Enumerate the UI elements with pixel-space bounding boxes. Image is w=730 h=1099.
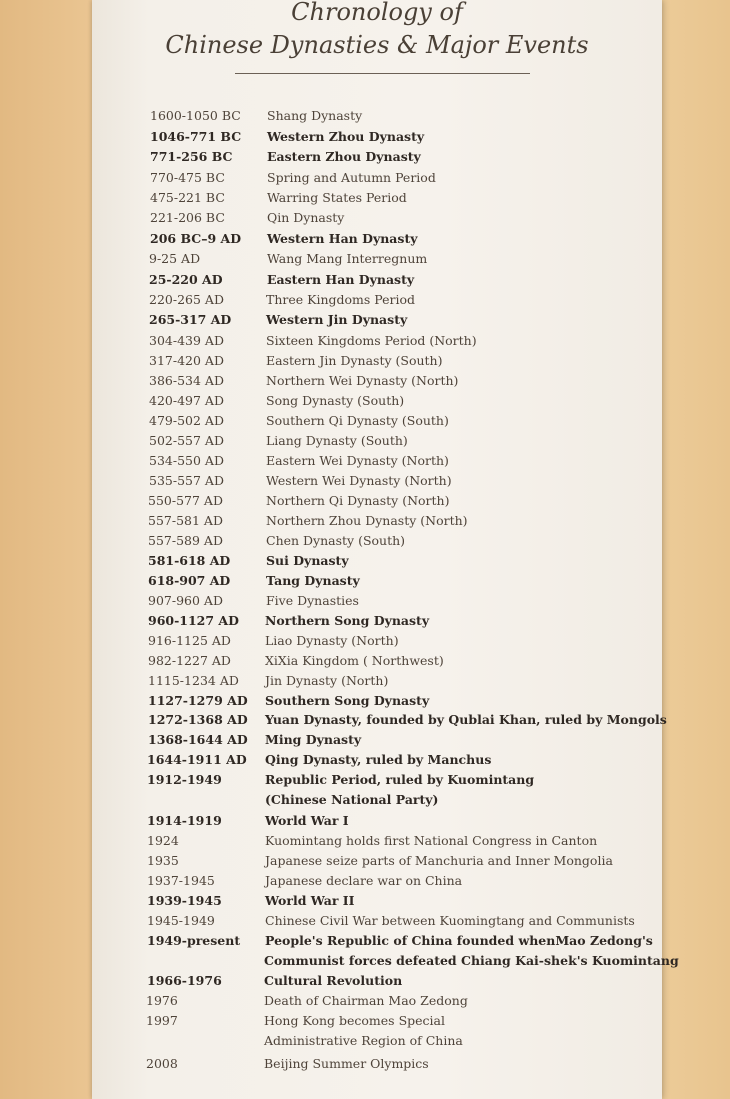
chronology-row <box>92 833 662 853</box>
chronology-row <box>92 973 662 993</box>
chronology-row <box>92 693 662 713</box>
chronology-date: 535-557 AD <box>149 473 224 488</box>
chronology-date: 960-1127 AD <box>148 613 239 628</box>
chronology-row <box>92 993 662 1013</box>
chronology-date: 386-534 AD <box>149 373 224 388</box>
chronology-poster <box>92 0 679 1099</box>
chronology-event: Qin Dynasty <box>267 210 345 225</box>
chronology-row <box>92 108 662 128</box>
chronology-event: Western Zhou Dynasty <box>267 129 425 144</box>
chronology-date: 1935 <box>147 853 179 868</box>
chronology-date: 1046-771 BC <box>150 129 242 144</box>
chronology-row <box>92 813 662 833</box>
chronology-row <box>92 292 662 312</box>
chronology-row <box>92 493 662 513</box>
chronology-row <box>92 893 662 913</box>
chronology-event: Japanese declare war on China <box>265 873 463 888</box>
chronology-date: 1272-1368 AD <box>148 712 248 727</box>
chronology-event: Administrative Region of China <box>264 1033 463 1048</box>
chronology-row <box>92 752 662 772</box>
chronology-event: Japanese seize parts of Manchuria and Inner Mongolia <box>265 853 613 868</box>
chronology-date: 550-577 AD <box>148 493 223 508</box>
chronology-row <box>92 633 662 653</box>
chronology-date: 9-25 AD <box>149 251 201 266</box>
chronology-date: 221-206 BC <box>150 210 225 225</box>
chronology-row <box>92 231 662 251</box>
chronology-date: 618-907 AD <box>148 573 231 588</box>
chronology-event: Ming Dynasty <box>265 732 362 747</box>
chronology-row <box>92 513 662 533</box>
chronology-date: 1924 <box>147 833 179 848</box>
chronology-row <box>92 1056 662 1076</box>
chronology-date: 1997 <box>146 1013 178 1028</box>
chronology-date: 1945-1949 <box>147 913 215 928</box>
chronology-row <box>92 933 662 953</box>
title-divider <box>235 73 530 74</box>
chronology-row <box>92 573 662 593</box>
chronology-row <box>92 251 662 271</box>
chronology-event: Southern Song Dynasty <box>265 693 430 708</box>
poster-title-line-1: Chronology of <box>291 0 463 26</box>
chronology-event: Cultural Revolution <box>264 973 403 988</box>
chronology-date: 502-557 AD <box>149 433 224 448</box>
chronology-row <box>92 473 662 493</box>
chronology-date: 1368-1644 AD <box>148 732 248 747</box>
chronology-event: Liao Dynasty (North) <box>265 633 399 648</box>
chronology-row <box>92 1033 662 1053</box>
chronology-event: Communist forces defeated Chiang Kai-shek's Kuomintang <box>264 953 679 968</box>
chronology-row <box>92 772 662 792</box>
chronology-row <box>92 413 662 433</box>
chronology-row <box>92 613 662 633</box>
chronology-row <box>92 853 662 873</box>
chronology-row <box>92 653 662 673</box>
chronology-event: Shang Dynasty <box>267 108 363 123</box>
chronology-event: Eastern Jin Dynasty (South) <box>266 353 443 368</box>
chronology-event: Beijing Summer Olympics <box>264 1056 429 1071</box>
chronology-row <box>92 190 662 210</box>
chronology-date: 1127-1279 AD <box>148 693 248 708</box>
chronology-event: Spring and Autumn Period <box>267 170 436 185</box>
chronology-event: Eastern Zhou Dynasty <box>267 149 421 164</box>
chronology-date: 1644-1911 AD <box>147 752 247 767</box>
chronology-event: Death of Chairman Mao Zedong <box>264 993 468 1008</box>
chronology-date: 265-317 AD <box>149 312 232 327</box>
chronology-date: 1939-1945 <box>147 893 222 908</box>
chronology-row <box>92 210 662 230</box>
chronology-event: Eastern Wei Dynasty (North) <box>266 453 449 468</box>
chronology-event: Northern Zhou Dynasty (North) <box>266 513 468 528</box>
chronology-event: Western Wei Dynasty (North) <box>266 473 452 488</box>
chronology-row <box>92 533 662 553</box>
chronology-event: Wang Mang Interregnum <box>267 251 428 266</box>
chronology-event: Northern Song Dynasty <box>265 613 430 628</box>
chronology-row <box>92 129 662 149</box>
chronology-event: Tang Dynasty <box>266 573 360 588</box>
chronology-date: 317-420 AD <box>149 353 224 368</box>
chronology-date: 982-1227 AD <box>148 653 231 668</box>
chronology-row <box>92 712 667 732</box>
chronology-row <box>92 732 662 752</box>
chronology-event: Sui Dynasty <box>266 553 349 568</box>
poster-title-line-2: Chinese Dynasties & Major Events <box>165 31 589 59</box>
chronology-date: 304-439 AD <box>149 333 224 348</box>
chronology-row <box>92 673 662 693</box>
wall-left <box>0 0 92 1099</box>
chronology-event: Five Dynasties <box>266 593 359 608</box>
chronology-event: Yuan Dynasty, founded by Qublai Khan, ruled by Mongols <box>265 712 667 727</box>
chronology-event: Eastern Han Dynasty <box>267 272 415 287</box>
chronology-date: 916-1125 AD <box>148 633 231 648</box>
chronology-row <box>92 393 662 413</box>
chronology-date: 771-256 BC <box>150 149 233 164</box>
chronology-row <box>92 1013 662 1033</box>
chronology-date: 581-618 AD <box>148 553 231 568</box>
chronology-row <box>92 453 662 473</box>
chronology-event: Warring States Period <box>267 190 407 205</box>
chronology-date: 1949-present <box>147 933 241 948</box>
chronology-row <box>92 593 662 613</box>
chronology-date: 534-550 AD <box>149 453 224 468</box>
chronology-event: Northern Qi Dynasty (North) <box>266 493 450 508</box>
chronology-row <box>92 792 662 812</box>
chronology-event: Western Han Dynasty <box>267 231 418 246</box>
chronology-event: Jin Dynasty (North) <box>265 673 389 688</box>
chronology-date: 1115-1234 AD <box>148 673 239 688</box>
chronology-date: 1914-1919 <box>147 813 222 828</box>
chronology-date: 479-502 AD <box>149 413 224 428</box>
chronology-event: Southern Qi Dynasty (South) <box>266 413 449 428</box>
chronology-event: (Chinese National Party) <box>265 792 439 807</box>
chronology-date: 907-960 AD <box>148 593 223 608</box>
chronology-date: 1600-1050 BC <box>150 108 241 123</box>
chronology-date: 420-497 AD <box>149 393 224 408</box>
chronology-event: Hong Kong becomes Special <box>264 1013 445 1028</box>
chronology-event: World War I <box>265 813 349 828</box>
chronology-event: World War II <box>265 893 355 908</box>
chronology-event: Western Jin Dynasty <box>266 312 408 327</box>
chronology-date: 2008 <box>146 1056 178 1071</box>
chronology-row <box>92 553 662 573</box>
chronology-event: Three Kingdoms Period <box>266 292 416 307</box>
chronology-date: 557-589 AD <box>148 533 223 548</box>
chronology-date: 1912-1949 <box>147 772 222 787</box>
chronology-row <box>92 333 662 353</box>
chronology-row <box>92 149 662 169</box>
chronology-date: 25-220 AD <box>149 272 223 287</box>
chronology-date: 206 BC–9 AD <box>150 231 242 246</box>
chronology-row <box>92 373 662 393</box>
chronology-event: Chinese Civil War between Kuomingtang and Communists <box>265 913 635 928</box>
chronology-row <box>92 913 662 933</box>
chronology-date: 770-475 BC <box>150 170 225 185</box>
chronology-event: Republic Period, ruled by Kuomintang <box>265 772 535 787</box>
chronology-date: 475-221 BC <box>150 190 225 205</box>
chronology-date: 1976 <box>146 993 178 1008</box>
wall-right <box>662 0 730 1099</box>
chronology-row <box>92 953 679 973</box>
chronology-event: Sixteen Kingdoms Period (North) <box>266 333 477 348</box>
chronology-event: XiXia Kingdom ( Northwest) <box>265 653 444 668</box>
chronology-date: 220-265 AD <box>149 292 224 307</box>
chronology-event: Chen Dynasty (South) <box>266 533 406 548</box>
chronology-event: Kuomintang holds first National Congress in Canton <box>265 833 598 848</box>
chronology-event: People's Republic of China founded whenMao Zedong's <box>265 933 653 948</box>
chronology-event: Northern Wei Dynasty (North) <box>266 373 459 388</box>
chronology-row <box>92 353 662 373</box>
chronology-date: 1966-1976 <box>147 973 222 988</box>
chronology-event: Liang Dynasty (South) <box>266 433 408 448</box>
chronology-row <box>92 170 662 190</box>
chronology-row <box>92 433 662 453</box>
chronology-row <box>92 312 662 332</box>
chronology-row <box>92 873 662 893</box>
chronology-date: 1937-1945 <box>147 873 215 888</box>
chronology-date: 557-581 AD <box>148 513 223 528</box>
chronology-event: Song Dynasty (South) <box>266 393 405 408</box>
chronology-event: Qing Dynasty, ruled by Manchus <box>265 752 492 767</box>
chronology-row <box>92 272 662 292</box>
